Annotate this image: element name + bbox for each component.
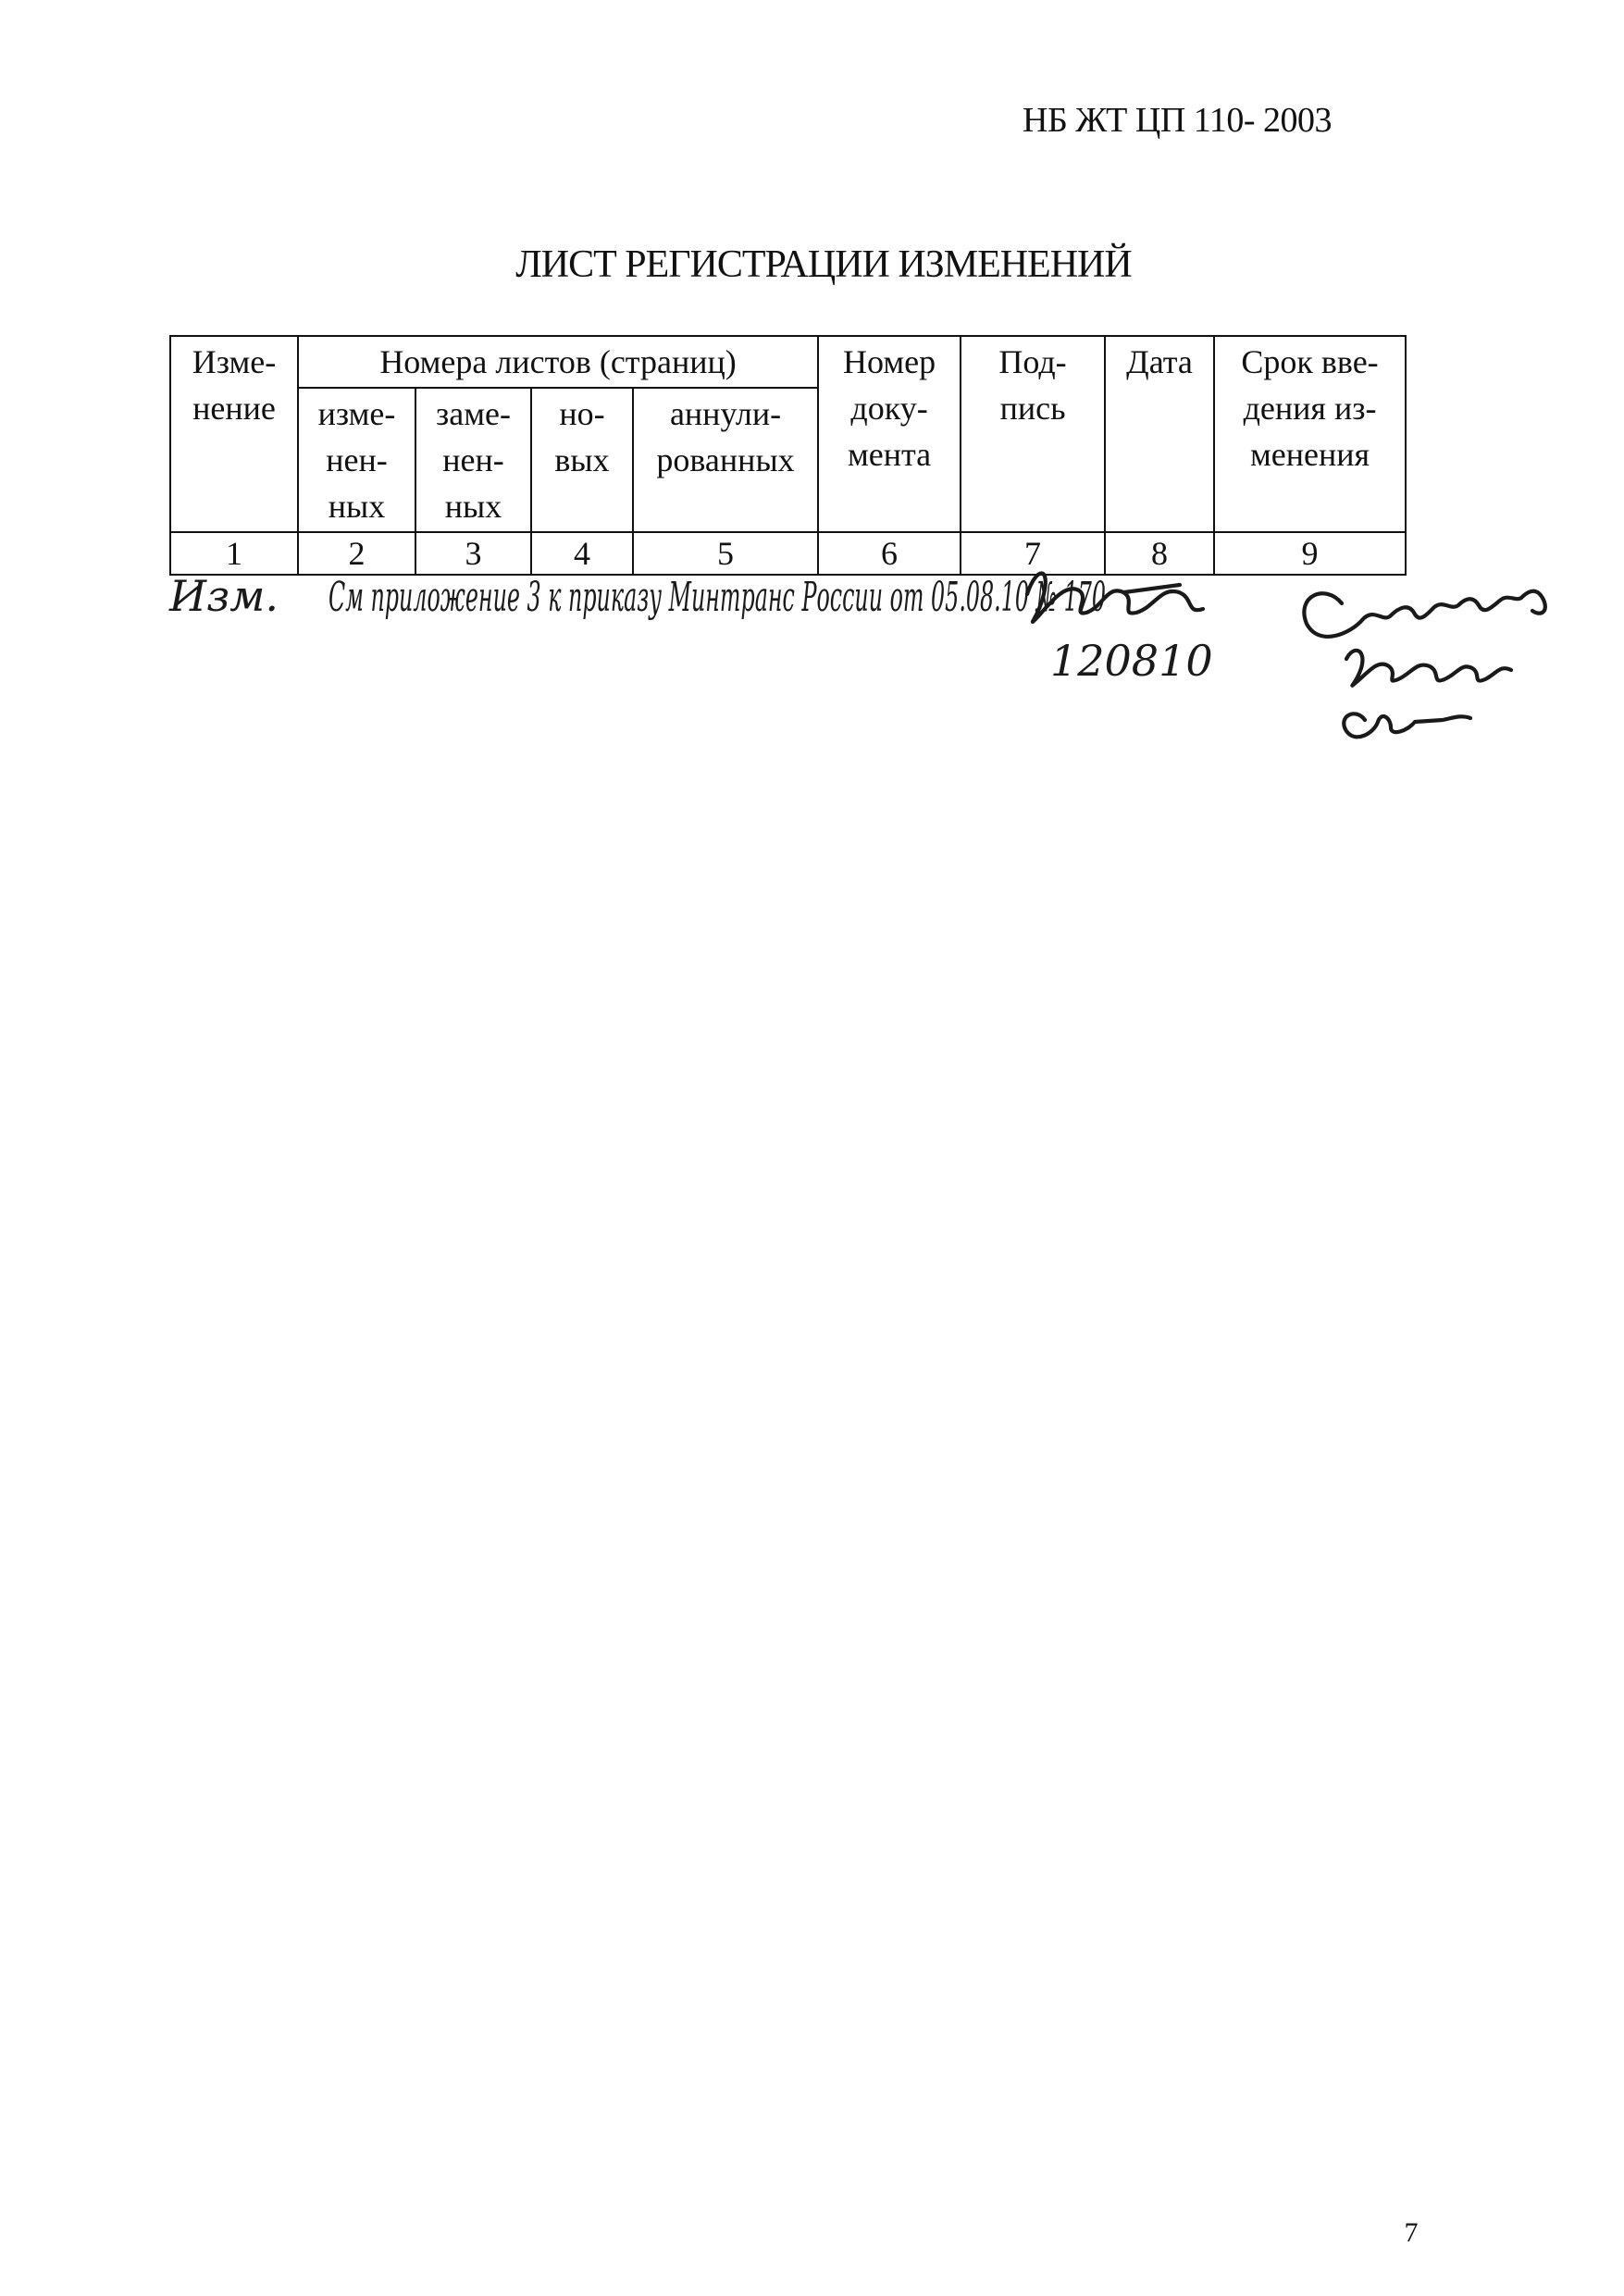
table-header-row	[170, 336, 1406, 388]
handwritten-description: См приложение 3 к приказу Минтранс России от 05.08.10 № 170	[329, 574, 1106, 621]
change-registration-table	[169, 335, 1407, 576]
column-number: 9	[1214, 532, 1406, 575]
handwritten-entry	[162, 555, 1624, 750]
header-effective-date: Срок вве- дения из- менения	[1214, 336, 1406, 532]
page-number: 7	[1404, 2217, 1419, 2248]
column-number: 3	[415, 532, 531, 575]
handwritten-effective-note	[1304, 591, 1544, 738]
handwritten-change-label: Изм.	[169, 571, 279, 621]
column-number: 2	[298, 532, 415, 575]
header-signature: Под- пись	[961, 336, 1105, 532]
header-change: Изме- нение	[170, 336, 298, 532]
header-changed-sheets: изме- нен- ных	[298, 388, 415, 532]
column-number: 4	[531, 532, 633, 575]
column-number: 5	[633, 532, 818, 575]
column-number: 7	[961, 532, 1105, 575]
document-code: НБ ЖТ ЦП 110- 2003	[1023, 101, 1333, 140]
column-number: 1	[170, 532, 298, 575]
header-cancelled-sheets: аннули- рованных	[633, 388, 818, 532]
header-sheet-numbers: Номера листов (страниц)	[298, 336, 818, 388]
page-title: ЛИСТ РЕГИСТРАЦИИ ИЗМЕНЕНИЙ	[515, 243, 1132, 286]
header-new-sheets: но- вых	[531, 388, 633, 532]
handwritten-date: 120810	[1050, 636, 1213, 686]
header-document-number: Номер доку- мента	[818, 336, 961, 532]
column-number: 8	[1105, 532, 1214, 575]
header-replaced-sheets: заме- нен- ных	[415, 388, 531, 532]
header-date: Дата	[1105, 336, 1214, 532]
column-number: 6	[818, 532, 961, 575]
